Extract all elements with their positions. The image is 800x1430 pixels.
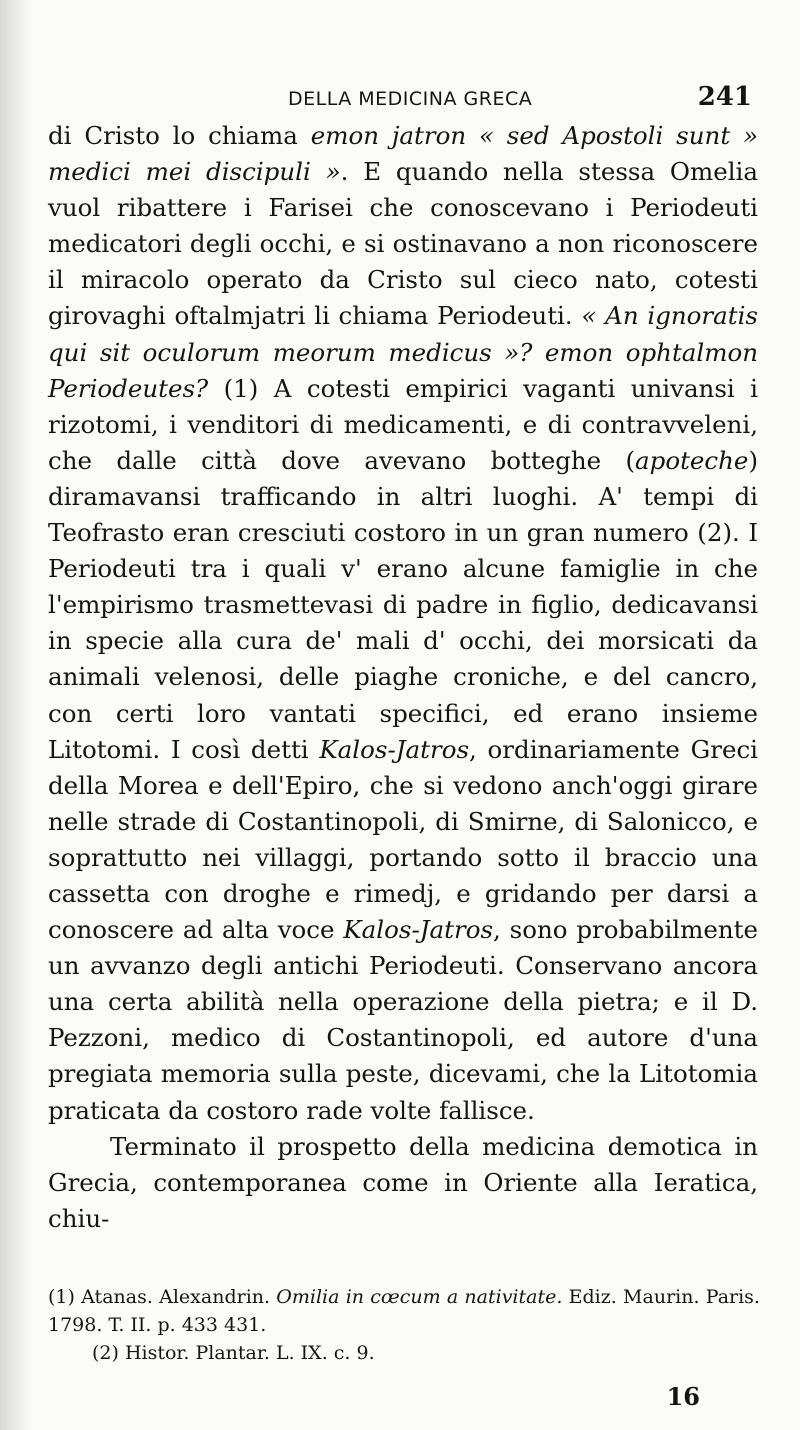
italic-term: Kalos-Jatros: [343, 915, 494, 945]
text-run: . E quando nella stessa Omelia vuol ribattere i Farisei che conoscevano i Periodeuti medicatori degli occhi, e si ostinavano a non riconoscere il miracolo operato da Cristo sul cieco nato, cotesti girovaghi oftalmjatri li chiama Periodeuti.: [48, 157, 758, 331]
paragraph-1: [48, 118, 758, 1129]
running-title: DELLA MEDICINA GRECA: [288, 88, 533, 110]
italic-term: apoteche: [635, 445, 749, 475]
footnote-1: [48, 1283, 760, 1339]
italic-term: Kalos-Jatros: [319, 734, 470, 764]
text-run: , ordinariamente Greci della Morea e dell'Epiro, che si vedono anch'oggi girare nelle strade di Costantinopoli, di Smirne, di Salonicco, e soprattutto nei villaggi, portando sotto il braccio una cassetta con droghe e rimedj, e gridando per darsi a conoscere ad alta voce: [48, 734, 759, 945]
text-run: , sono probabilmente un avvanzo degli antichi Periodeuti. Conservano ancora una certa abilità nella operazione della pietra; e il D. Pezzoni, medico di Costantinopoli, ed autore d'una pregiata memoria sulla peste, dicevami, che la Litotomia praticata da costoro rade volte fallisce.: [48, 915, 758, 1125]
text-run: (1) A cotesti empirici vaganti univansi i rizotomi, i venditori di medicamenti, e di contravveleni, che dalle città dove avevano botteghe (: [48, 373, 758, 475]
signature-mark: 16: [666, 1382, 700, 1411]
text-run: ) diramavansi trafficando in altri luoghi. A' tempi di Teofrasto eran cresciuti costoro in un gran numero (2). I Periodeuti tra i quali v' erano alcune famiglie in che l'empirismo trasmettevasi di padre in figlio, dedicavansi in specie alla cura de' mali d' occhi, dei morsicati da animali velenosi, delle piaghe croniche, e del cancro, con certi loro vantati specifici, ed erano insieme Litotomi. I così detti: [48, 445, 758, 764]
body-text: [48, 118, 758, 1237]
footnotes: [48, 1283, 760, 1367]
italic-quote: « An ignoratis qui sit oculorum meorum medicus »? emon ophtalmon Periodeutes?: [48, 301, 758, 403]
footnote-text: (1) Atanas. Alexandrin.: [48, 1286, 277, 1308]
page-number: 241: [697, 82, 752, 112]
footnote-text: Ediz. Maurin. Paris. 1798. T. II. p. 433 431.: [48, 1286, 760, 1336]
footnote-2: (2) Histor. Plantar. L. IX. c. 9.: [92, 1342, 375, 1364]
footnote-italic-title: Omilia in cœcum a nativitate.: [276, 1286, 563, 1308]
text-run: di Cristo lo chiama: [48, 121, 311, 150]
scan-edge-shadow: [0, 0, 34, 1430]
paragraph-2: Terminato il prospetto della medicina demotica in Grecia, contemporanea come in Oriente alla Ieratica, chiu-: [48, 1131, 758, 1233]
italic-quote: emon jatron « sed Apostoli sunt » medici mei discipuli »: [48, 121, 758, 187]
